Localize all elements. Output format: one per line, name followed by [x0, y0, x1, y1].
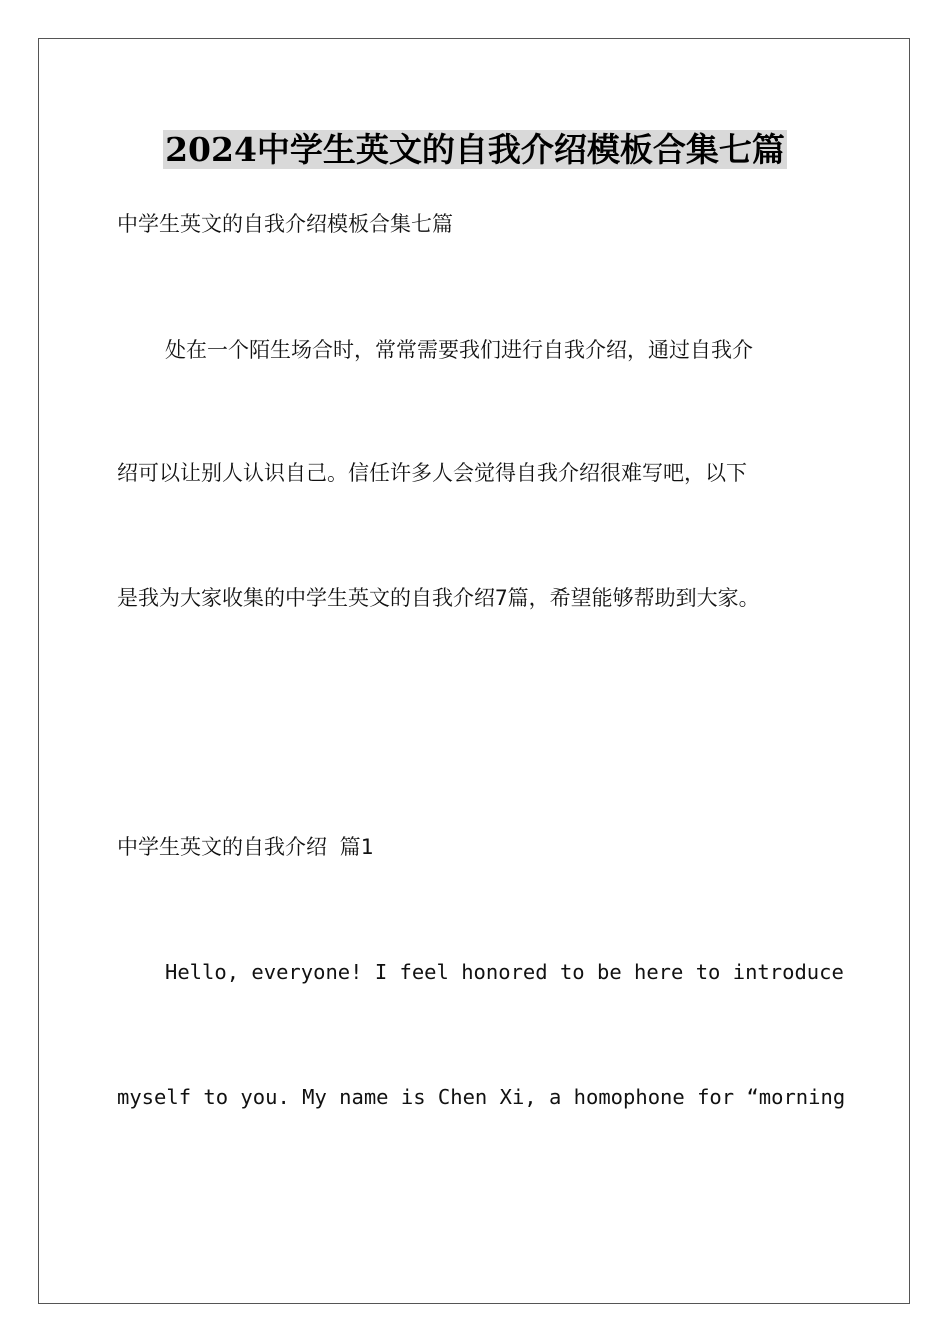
section-line-2: myself to you. My name is Chen Xi, a homophone for “morning: [117, 1085, 846, 1109]
intro-line-1: 处在一个陌生场合时，常常需要我们进行自我介绍，通过自我介: [165, 338, 753, 362]
intro-line-3: 是我为大家收集的中学生英文的自我介绍7篇，希望能够帮助到大家。: [117, 586, 760, 610]
section-heading: 中学生英文的自我介绍 篇1: [117, 835, 374, 859]
intro-line-2: 绍可以让别人认识自己。信任许多人会觉得自我介绍很难写吧，以下: [117, 461, 747, 485]
section-line-1: Hello, everyone! I feel honored to be here to introduce: [165, 960, 844, 984]
document-title: [0, 126, 950, 174]
document-subtitle: 中学生英文的自我介绍模板合集七篇: [117, 212, 453, 236]
document-title-text: 2024中学生英文的自我介绍模板合集七篇: [165, 130, 785, 169]
